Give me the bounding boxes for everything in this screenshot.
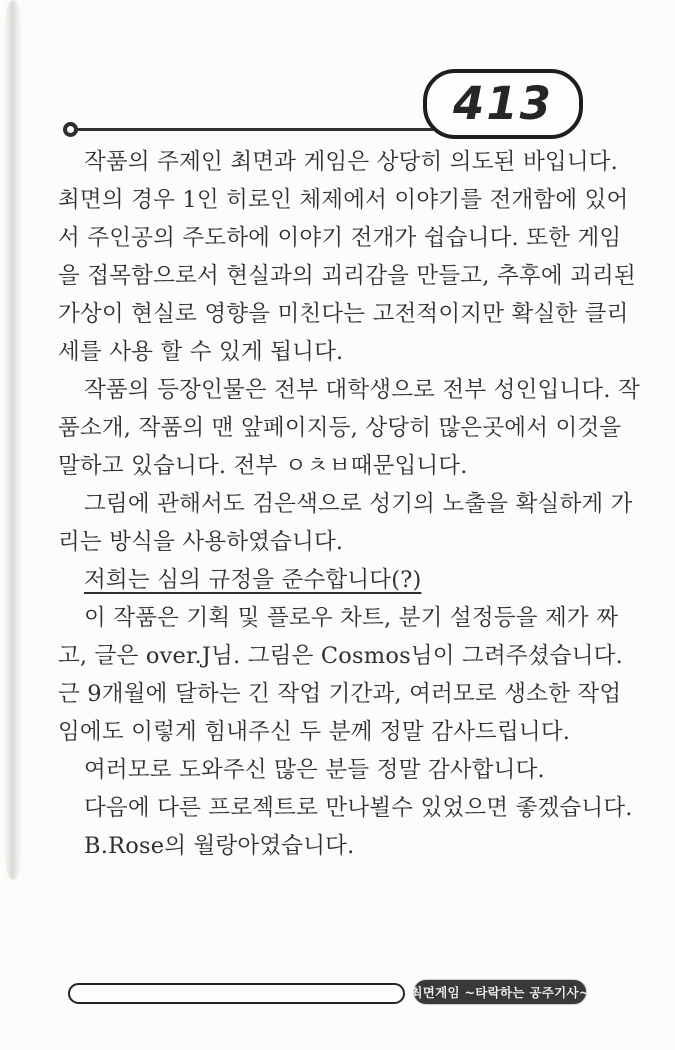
text-line: 말하고 있습니다. 전부 ㅇㅊㅂ때문입니다. xyxy=(58,453,468,479)
afterword-body-text xyxy=(58,143,640,865)
footer-title-badge xyxy=(410,980,590,1004)
scan-edge-shadow xyxy=(4,0,22,880)
text-line: 근 9개월에 달하는 긴 작업 기간과, 여러모로 생소한 작업 xyxy=(58,681,622,707)
text-line: 이 작품은 기획 및 플로우 차트, 분기 설정등을 제가 짜 xyxy=(84,605,619,631)
book-title: 최면게임 ~타락하는 공주기사~ xyxy=(410,985,590,1000)
text-line: 서 주인공의 주도하에 이야기 전개가 쉽습니다. 또한 게임 xyxy=(58,225,622,251)
text-line: 최면의 경우 1인 히로인 체제에서 이야기를 전개함에 있어 xyxy=(58,187,629,213)
text-line: 세를 사용 할 수 있게 됩니다. xyxy=(58,339,344,365)
text-line: B.Rose의 월랑아였습니다. xyxy=(84,833,355,859)
text-line: 저희는 심의 규정을 준수합니다(?) xyxy=(84,567,422,593)
text-line: 여러모로 도와주신 많은 분들 정말 감사합니다. xyxy=(84,757,545,783)
page-number: 413 xyxy=(453,76,553,130)
text-line: 그림에 관해서도 검은색으로 성기의 노출을 확실하게 가 xyxy=(84,491,633,517)
text-line: 다음에 다른 프로젝트로 만나뵐수 있었으면 좋겠습니다. xyxy=(84,795,633,821)
text-line: 고, 글은 over.J님. 그림은 Cosmos님이 그려주셨습니다. xyxy=(58,643,623,669)
text-line: 작품의 등장인물은 전부 대학생으로 전부 성인입니다. 작 xyxy=(84,377,640,403)
text-line: 품소개, 작품의 맨 앞페이지등, 상당히 많은곳에서 이것을 xyxy=(58,415,622,441)
text-line: 작품의 주제인 최면과 게임은 상당히 의도된 바입니다. xyxy=(84,149,619,175)
text-line: 을 접목함으로서 현실과의 괴리감을 만들고, 추후에 괴리된 xyxy=(58,263,636,289)
footer-blank-pill xyxy=(68,983,405,1004)
text-line: 리는 방식을 사용하였습니다. xyxy=(58,529,344,555)
text-line: 임에도 이렇게 힘내주신 두 분께 정말 감사드립니다. xyxy=(58,719,571,745)
page-number-badge xyxy=(423,69,583,139)
text-line: 가상이 현실로 영향을 미친다는 고전적이지만 확실한 클리 xyxy=(58,301,629,327)
header-rule xyxy=(76,128,434,131)
